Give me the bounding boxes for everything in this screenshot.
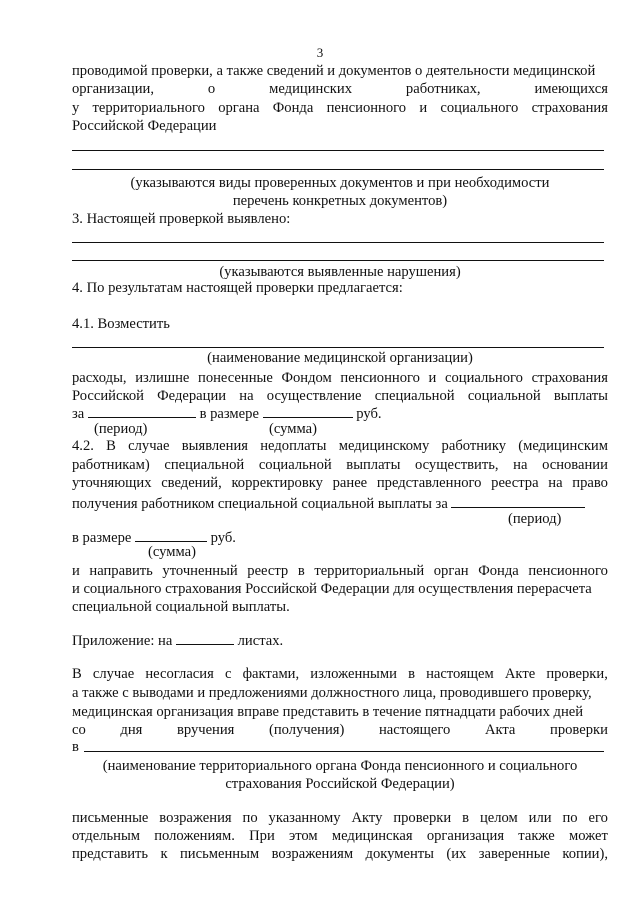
word: корректировку bbox=[231, 475, 323, 491]
item-3: 3. Настоящей проверкой выявлено: bbox=[72, 211, 291, 227]
item42-line6: и социального страхования Российской Федерации для осуществления перерасчета bbox=[72, 581, 592, 597]
word: изложенными bbox=[310, 666, 397, 682]
org-caption: (наименование медицинской организации) bbox=[207, 350, 473, 366]
word: на bbox=[548, 475, 563, 491]
word: письменным bbox=[180, 846, 260, 862]
word: у bbox=[72, 100, 80, 116]
blank-line bbox=[72, 347, 604, 348]
word: случае bbox=[92, 666, 135, 682]
word: медицинская bbox=[331, 828, 413, 844]
word: социальной bbox=[258, 457, 332, 473]
word: и bbox=[428, 370, 437, 386]
word: в bbox=[408, 666, 415, 682]
word: В bbox=[72, 666, 82, 682]
word: имеющихся bbox=[534, 81, 608, 97]
docs-caption-2: перечень конкретных документов) bbox=[232, 193, 448, 209]
p1-line4: Российской Федерации bbox=[72, 118, 217, 134]
blank-line bbox=[72, 260, 604, 261]
word: возражениям bbox=[271, 846, 354, 862]
word: документы bbox=[365, 846, 434, 862]
word: страхования bbox=[531, 100, 608, 116]
p1-line2 bbox=[72, 80, 608, 98]
word: возражения bbox=[159, 810, 232, 826]
period-blank bbox=[451, 493, 585, 508]
word: целом bbox=[479, 810, 518, 826]
word: дня bbox=[120, 722, 143, 738]
word: указанному bbox=[268, 810, 341, 826]
word: медицинских bbox=[269, 81, 352, 97]
word: проверки bbox=[550, 722, 608, 738]
word: и bbox=[72, 563, 80, 579]
word: работнику bbox=[441, 438, 507, 454]
word: на bbox=[239, 388, 254, 404]
docs-caption-1: (указываются виды проверенных документов и при необходимости bbox=[130, 175, 550, 191]
period-caption: (период) bbox=[508, 511, 562, 527]
blank-line bbox=[72, 242, 604, 243]
p1-line1: проводимой проверки, а также сведений и документов о деятельности медицинской bbox=[72, 63, 596, 79]
word: фактами, bbox=[242, 666, 300, 682]
sum-caption: (сумма) bbox=[148, 544, 196, 560]
word: проверки bbox=[393, 810, 452, 826]
final-line2 bbox=[72, 827, 608, 845]
word: организации, bbox=[72, 81, 154, 97]
word: 4.2. bbox=[72, 438, 94, 454]
word: специальной bbox=[164, 457, 245, 473]
word: территориального bbox=[92, 100, 205, 116]
word: выплаты bbox=[553, 388, 608, 404]
word: и bbox=[419, 100, 428, 116]
word: настоящем bbox=[426, 666, 494, 682]
word: страхования bbox=[531, 370, 608, 386]
word: уточняющих bbox=[72, 475, 152, 491]
word: вручения bbox=[176, 722, 235, 738]
word: медицинскому bbox=[338, 438, 430, 454]
word: о bbox=[207, 81, 216, 97]
word: в bbox=[297, 563, 305, 579]
period-caption: (период) bbox=[94, 421, 148, 437]
item42-line7: специальной социальной выплаты. bbox=[72, 599, 290, 615]
word: органа bbox=[218, 100, 260, 116]
word: работниках, bbox=[405, 81, 481, 97]
word: проверки, bbox=[546, 666, 608, 682]
rub-label: руб. bbox=[356, 406, 382, 422]
item-4: 4. По результатам настоящей проверки предлагается: bbox=[72, 280, 403, 296]
word: Акта bbox=[484, 722, 516, 738]
word: реестра bbox=[491, 475, 539, 491]
item42-line4-text: получения работником специальной социальной выплаты за bbox=[72, 496, 448, 512]
objection-line3: медицинская организация вправе представить в течение пятнадцати рабочих дней bbox=[72, 704, 584, 720]
word: сведений, bbox=[161, 475, 222, 491]
item42-line1 bbox=[72, 437, 608, 455]
word: социального bbox=[440, 100, 519, 116]
word: с bbox=[224, 666, 232, 682]
word: уточненный bbox=[162, 563, 238, 579]
word: Фондом bbox=[281, 370, 332, 386]
item42-line2 bbox=[72, 456, 608, 474]
word: право bbox=[572, 475, 608, 491]
word: выплаты bbox=[346, 457, 401, 473]
word: Акте bbox=[504, 666, 536, 682]
word: осуществление bbox=[266, 388, 362, 404]
word: к bbox=[160, 846, 168, 862]
word: расходы, bbox=[72, 370, 127, 386]
objection-line1 bbox=[72, 665, 608, 683]
word: направить bbox=[89, 563, 153, 579]
word: по bbox=[562, 810, 578, 826]
word: излишне bbox=[135, 370, 190, 386]
amount-blank bbox=[263, 403, 353, 418]
word: Фонда bbox=[478, 563, 519, 579]
item41-line1 bbox=[72, 369, 608, 387]
word: несогласия bbox=[145, 666, 214, 682]
word: выявления bbox=[181, 438, 248, 454]
word: или bbox=[528, 810, 552, 826]
objection-v: в bbox=[72, 739, 79, 755]
word: настоящего bbox=[379, 722, 451, 738]
blank-line bbox=[84, 751, 604, 752]
word: также bbox=[518, 828, 555, 844]
word: территориальный bbox=[314, 563, 425, 579]
word: Федерации bbox=[157, 388, 227, 404]
blank-line bbox=[72, 150, 604, 151]
p1-line3 bbox=[72, 99, 608, 117]
word: случае bbox=[128, 438, 170, 454]
word: основании bbox=[542, 457, 608, 473]
word: (их bbox=[446, 846, 467, 862]
word: специальной bbox=[374, 388, 455, 404]
word: (медицинским bbox=[518, 438, 608, 454]
word: письменные bbox=[72, 810, 149, 826]
word: положениям. bbox=[154, 828, 235, 844]
word: пенсионного bbox=[528, 563, 608, 579]
appendix-prefix: Приложение: на bbox=[72, 633, 173, 649]
amount-blank bbox=[135, 527, 207, 542]
word: ранее bbox=[332, 475, 368, 491]
word: Фонда bbox=[272, 100, 314, 116]
word: При bbox=[249, 828, 275, 844]
word: (получения) bbox=[269, 722, 345, 738]
word: реестр bbox=[247, 563, 289, 579]
za-label: за bbox=[72, 406, 85, 422]
word: отдельным bbox=[72, 828, 140, 844]
objection-caption-1: (наименование территориального органа Фонда пенсионного и социального bbox=[102, 758, 578, 774]
blank-line bbox=[72, 169, 604, 170]
objection-caption-2: страхования Российской Федерации) bbox=[225, 776, 455, 792]
word: на bbox=[513, 457, 528, 473]
word: осуществить, bbox=[414, 457, 499, 473]
word: представить bbox=[72, 846, 149, 862]
amount-label: в размере bbox=[72, 530, 132, 546]
word: Российской bbox=[72, 388, 144, 404]
word: в bbox=[462, 810, 470, 826]
word: В bbox=[106, 438, 116, 454]
item42-line3 bbox=[72, 474, 608, 492]
item-4-1: 4.1. Возместить bbox=[72, 316, 170, 332]
word: копии), bbox=[562, 846, 608, 862]
period-blank bbox=[88, 403, 196, 418]
word: может bbox=[568, 828, 608, 844]
word: его bbox=[588, 810, 608, 826]
word: работникам) bbox=[72, 457, 150, 473]
appendix-line bbox=[72, 630, 283, 650]
word: представленного bbox=[376, 475, 482, 491]
final-line1 bbox=[72, 809, 608, 827]
word: заверенные bbox=[478, 846, 550, 862]
word: социального bbox=[444, 370, 523, 386]
word: пенсионного bbox=[326, 100, 407, 116]
word: организация bbox=[426, 828, 505, 844]
violations-caption: (указываются выявленные нарушения) bbox=[219, 264, 461, 280]
amount-label: в размере bbox=[199, 406, 259, 422]
word: понесенные bbox=[198, 370, 273, 386]
word: этом bbox=[288, 828, 318, 844]
rub-label: руб. bbox=[210, 530, 236, 546]
objection-line4 bbox=[72, 721, 608, 739]
final-line3 bbox=[72, 845, 608, 863]
item42-line5 bbox=[72, 562, 608, 580]
word: пенсионного bbox=[340, 370, 420, 386]
objection-line2: а также с выводами и предложениями должностного лица, проводившего проверку, bbox=[72, 685, 592, 701]
word: по bbox=[242, 810, 258, 826]
word: со bbox=[72, 722, 86, 738]
appendix-suffix: листах. bbox=[237, 633, 284, 649]
page-number: 3 bbox=[316, 45, 324, 60]
word: орган bbox=[433, 563, 469, 579]
word: Акту bbox=[351, 810, 383, 826]
word: недоплаты bbox=[260, 438, 327, 454]
word: социальной bbox=[467, 388, 541, 404]
sum-caption: (сумма) bbox=[269, 421, 317, 437]
sheets-blank bbox=[176, 630, 234, 645]
